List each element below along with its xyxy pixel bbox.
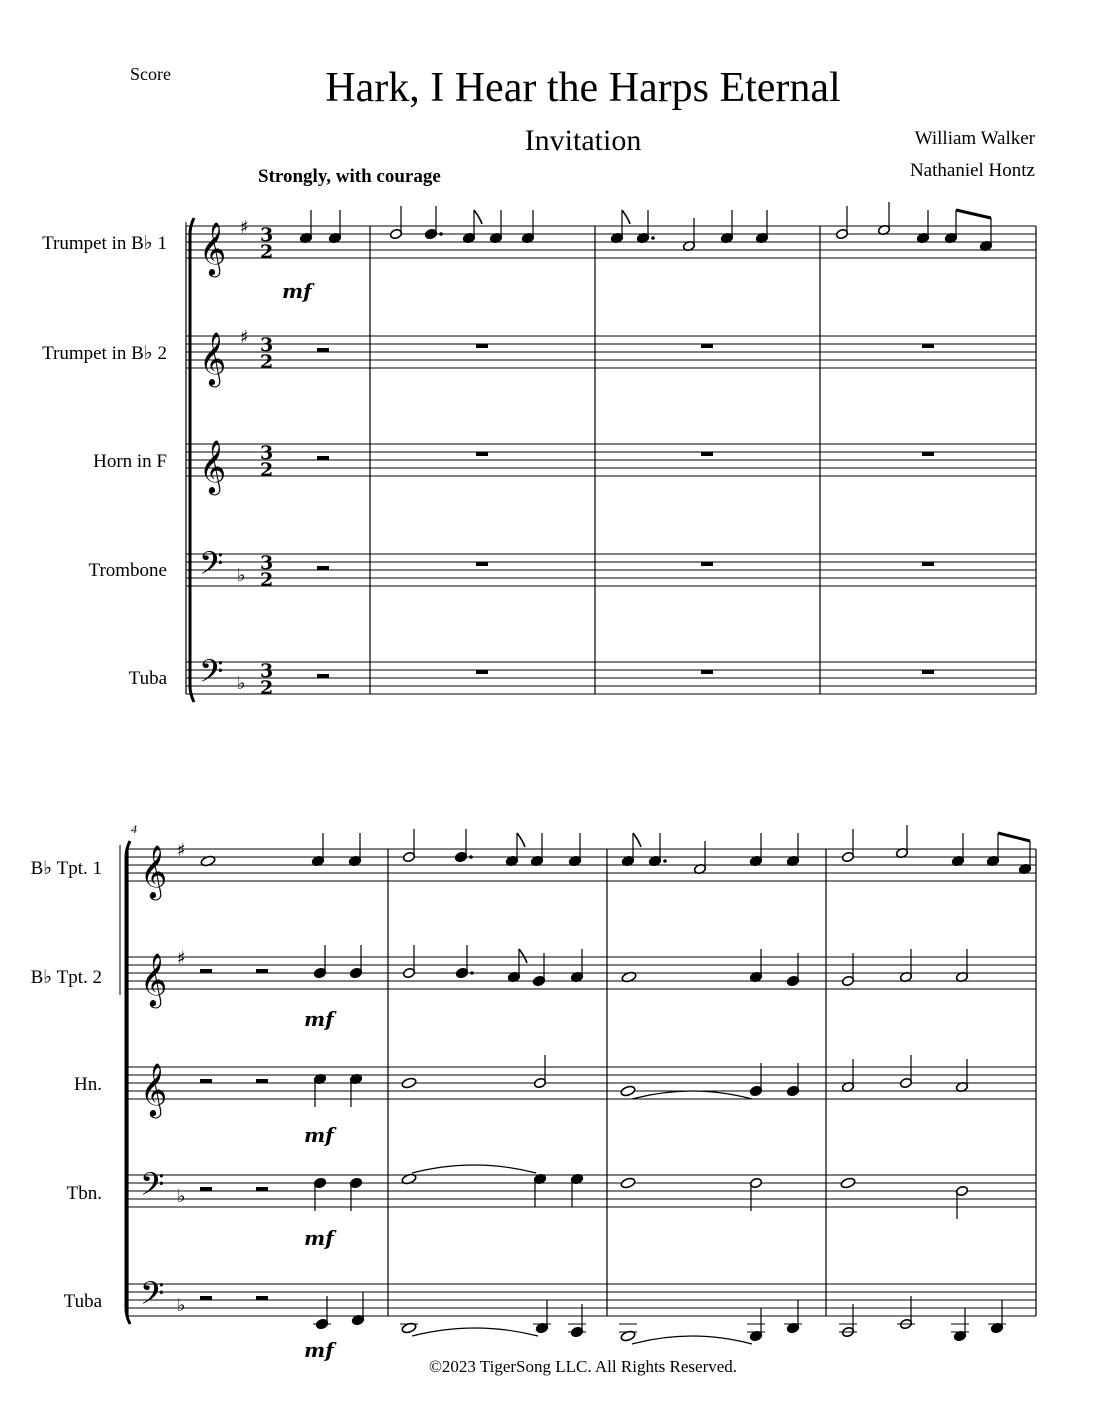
key-flat: ♭ (237, 565, 246, 586)
time-signature-bottom: 2 (260, 351, 274, 373)
half-rest (317, 674, 329, 678)
half-rest (256, 969, 268, 973)
dot (439, 232, 443, 236)
half-rest (200, 969, 212, 973)
half-rest (200, 1079, 212, 1083)
whole-rest (701, 670, 713, 674)
key-sharp: ♯ (177, 948, 186, 969)
half-rest (256, 1296, 268, 1300)
note (620, 1177, 636, 1189)
arranger: Nathaniel Hontz (909, 160, 1035, 181)
time-signature-top: 3 (260, 442, 274, 464)
key-sharp: ♯ (240, 217, 249, 238)
tie (412, 1165, 536, 1173)
note (840, 1177, 856, 1189)
instrument-label-tuba: Tuba (128, 668, 167, 689)
half-rest (200, 1296, 212, 1300)
tie (632, 1091, 752, 1099)
instrument-label-trombone: Trombone (88, 560, 167, 581)
bass-clef: 𝄢 (199, 545, 224, 589)
instrument-label-trumpet-2: Trumpet in B♭ 2 (42, 343, 167, 364)
half-rest (317, 456, 329, 460)
key-sharp: ♯ (177, 840, 186, 861)
note (620, 1085, 636, 1097)
composer: William Walker (914, 128, 1035, 149)
key-sharp: ♯ (240, 327, 249, 348)
tie (412, 1328, 538, 1336)
dynamic-mf: mf (282, 279, 312, 303)
treble-clef: 𝄞 (199, 331, 227, 385)
bass-clef: 𝄢 (199, 653, 224, 697)
treble-clef: 𝄞 (199, 439, 227, 493)
time-signature-top: 3 (260, 660, 274, 682)
dot (470, 971, 474, 975)
treble-clef: 𝄞 (199, 221, 227, 275)
beam (956, 210, 991, 218)
instrument-label-trumpet-1: Trumpet in B♭ 1 (42, 233, 167, 254)
whole-rest (476, 562, 488, 566)
half-rest (200, 1187, 212, 1191)
instrument-label-tpt-2: B♭ Tpt. 2 (30, 967, 102, 988)
whole-rest (701, 452, 713, 456)
beam (998, 833, 1030, 841)
copyright: ©2023 TigerSong LLC. All Rights Reserved. (428, 1357, 738, 1376)
whole-rest (701, 344, 713, 348)
half-rest (256, 1079, 268, 1083)
subtitle: Invitation (524, 124, 642, 157)
dynamic-mf: mf (304, 1123, 334, 1147)
note-flag (517, 833, 525, 847)
half-rest (317, 348, 329, 352)
time-signature-top: 3 (260, 224, 274, 246)
dynamic-mf: mf (304, 1338, 334, 1362)
note-flag (474, 210, 482, 224)
tie (632, 1336, 752, 1344)
whole-rest (476, 670, 488, 674)
instrument-label-hn: Hn. (74, 1074, 102, 1095)
time-signature-bottom: 2 (260, 569, 274, 591)
half-rest (317, 566, 329, 570)
time-signature-bottom: 2 (260, 677, 274, 699)
score-label: Score (130, 64, 171, 84)
note-flag (633, 833, 641, 847)
treble-clef: 𝄞 (140, 952, 168, 1006)
key-flat: ♭ (177, 1186, 186, 1207)
time-signature-bottom: 2 (260, 241, 274, 263)
dot (469, 855, 473, 859)
note-flag (622, 210, 630, 224)
note-flag (519, 949, 527, 963)
dynamic-mf: mf (304, 1007, 334, 1031)
time-signature-top: 3 (260, 552, 274, 574)
note (401, 1077, 417, 1089)
dynamic-mf: mf (304, 1226, 334, 1250)
whole-rest (476, 452, 488, 456)
instrument-label-horn: Horn in F (93, 451, 167, 472)
bass-clef: 𝄢 (140, 1275, 165, 1319)
half-rest (256, 1187, 268, 1191)
page-title: Hark, I Hear the Harps Eternal (325, 65, 841, 111)
whole-rest (922, 670, 934, 674)
whole-rest (922, 344, 934, 348)
whole-rest (476, 344, 488, 348)
whole-rest (922, 562, 934, 566)
tempo-marking: Strongly, with courage (258, 166, 441, 187)
dot (663, 859, 667, 863)
instrument-label-tbn: Tbn. (66, 1183, 102, 1204)
treble-clef: 𝄞 (140, 844, 168, 898)
instrument-label-tuba-2: Tuba (63, 1291, 102, 1312)
key-flat: ♭ (177, 1295, 186, 1316)
instrument-label-tpt-1: B♭ Tpt. 1 (30, 858, 102, 879)
whole-rest (701, 562, 713, 566)
dot (651, 236, 655, 240)
bass-clef: 𝄢 (140, 1166, 165, 1210)
treble-clef: 𝄞 (140, 1062, 168, 1116)
time-signature-bottom: 2 (260, 459, 274, 481)
measure-number: 4 (131, 822, 137, 836)
whole-rest (922, 452, 934, 456)
time-signature-top: 3 (260, 334, 274, 356)
key-flat: ♭ (237, 673, 246, 694)
